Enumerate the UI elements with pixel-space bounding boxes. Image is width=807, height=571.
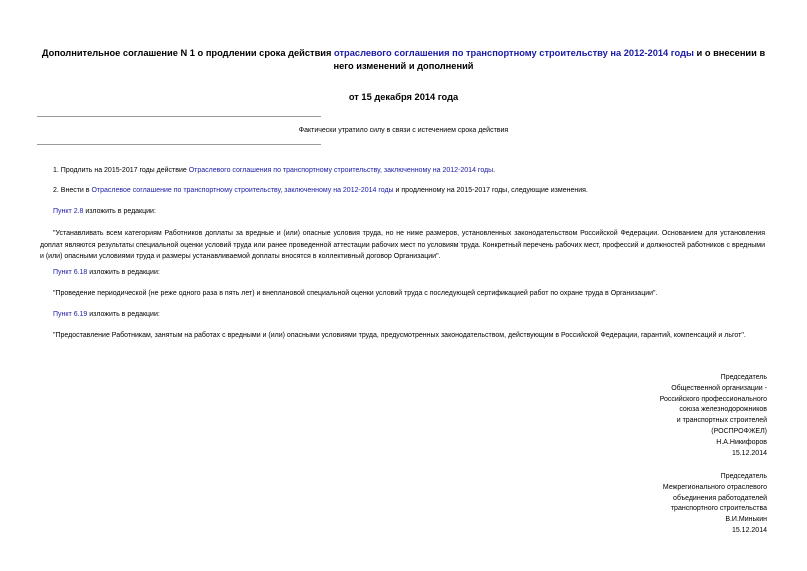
- signature-name: Н.А.Никифоров: [716, 438, 767, 446]
- signature-date: 15.12.2014: [731, 526, 767, 534]
- document-date: от 15 декабря 2014 года: [348, 92, 459, 102]
- clause-6-18: [53, 268, 765, 279]
- item-1: [53, 166, 765, 177]
- signature-line: объединения работодателей: [673, 494, 767, 502]
- item-2-suffix: и продленному на 2015-2017 годы, следующие изменения.: [393, 187, 588, 194]
- title-agreement-link[interactable]: отраслевого соглашения по транспортному строительству на 2012-2014 годы: [334, 48, 694, 58]
- clause-6-18-text: изложить в редакции:: [87, 269, 160, 276]
- clause-6-19: [53, 310, 765, 321]
- signature-block-rosprofzhel: [660, 373, 767, 459]
- signature-date: 15.12.2014: [731, 449, 767, 457]
- clause-6-19-text: изложить в редакции:: [87, 311, 160, 318]
- signature-line: Межрегионального отраслевого: [662, 483, 767, 491]
- title-text-end: и о внесении в него изменений и дополнений: [333, 48, 766, 71]
- quote-6-19: "Предоставление Работникам, занятым на работах с вредными и (или) опасными условиями труда, предусмотренных законодательством, действующим в Российской Федерации, гарантий, компенсаций и льгот".: [53, 332, 746, 339]
- title-text-start: Дополнительное соглашение N 1 о продлении срока действия: [41, 48, 335, 58]
- divider-bottom: [37, 144, 321, 145]
- signature-line: и транспортных строителей: [676, 417, 767, 425]
- signature-line: (РОСПРОФЖЕЛ): [711, 427, 767, 435]
- signature-block-employers: [663, 472, 767, 537]
- signature-line: Председатель: [720, 473, 767, 480]
- signature-line: транспортного строительства: [670, 505, 767, 513]
- quote-2-8: "Устанавливать всем категориям Работников доплаты за вредные и (или) опасные условия труда, но не ниже размеров, установленных законодательством Российской Федерации. Основанием для установления доплат являются результаты специальной оценки условий труда или ранее проведенной аттестации рабочих мест по условиям труда. Конкретный перечень рабочих мест, профессий и должностей работников с вредными и (или) опасными условиями труда и размеры устанавливаемой доплаты вносятся в коллективный договор Организации".: [40, 230, 765, 260]
- status-note: Фактически утратило силу в связи с истечением срока действия: [298, 127, 509, 134]
- signature-line: Председатель: [720, 374, 767, 381]
- clause-2-8: [53, 207, 765, 218]
- signature-line: Общественной организации -: [671, 384, 767, 392]
- signature-name: В.И.Минькин: [725, 516, 767, 524]
- item-1-prefix: 1. Продлить на 2015-2017 годы действие: [53, 167, 189, 174]
- divider-top: [37, 116, 321, 117]
- item-1-suffix: .: [493, 167, 496, 174]
- clause-2-8-text: изложить в редакции:: [83, 208, 156, 215]
- quote-6-18: "Проведение периодической (не реже одного раза в пять лет) и внеплановой специальной оценки условий труда с последующей сертификацией работ по охране труда в Организации".: [53, 290, 658, 297]
- item-2: [53, 186, 765, 197]
- document-title: [40, 47, 767, 73]
- item-1-agreement-link[interactable]: Отраслевого соглашения по транспортному строительству, заключенному на 2012-2014 годы: [188, 167, 494, 174]
- signature-line: союза железнодорожников: [679, 406, 767, 414]
- item-2-prefix: 2. Внести в: [53, 187, 92, 194]
- clause-6-18-link[interactable]: Пункт 6.18: [53, 269, 88, 276]
- clause-2-8-link[interactable]: Пункт 2.8: [53, 208, 84, 215]
- item-2-agreement-link[interactable]: Отраслевое соглашение по транспортному строительству, заключенному на 2012-2014 годы: [91, 187, 394, 194]
- clause-6-19-link[interactable]: Пункт 6.19: [53, 311, 88, 318]
- signature-line: Российского профессионального: [659, 395, 767, 403]
